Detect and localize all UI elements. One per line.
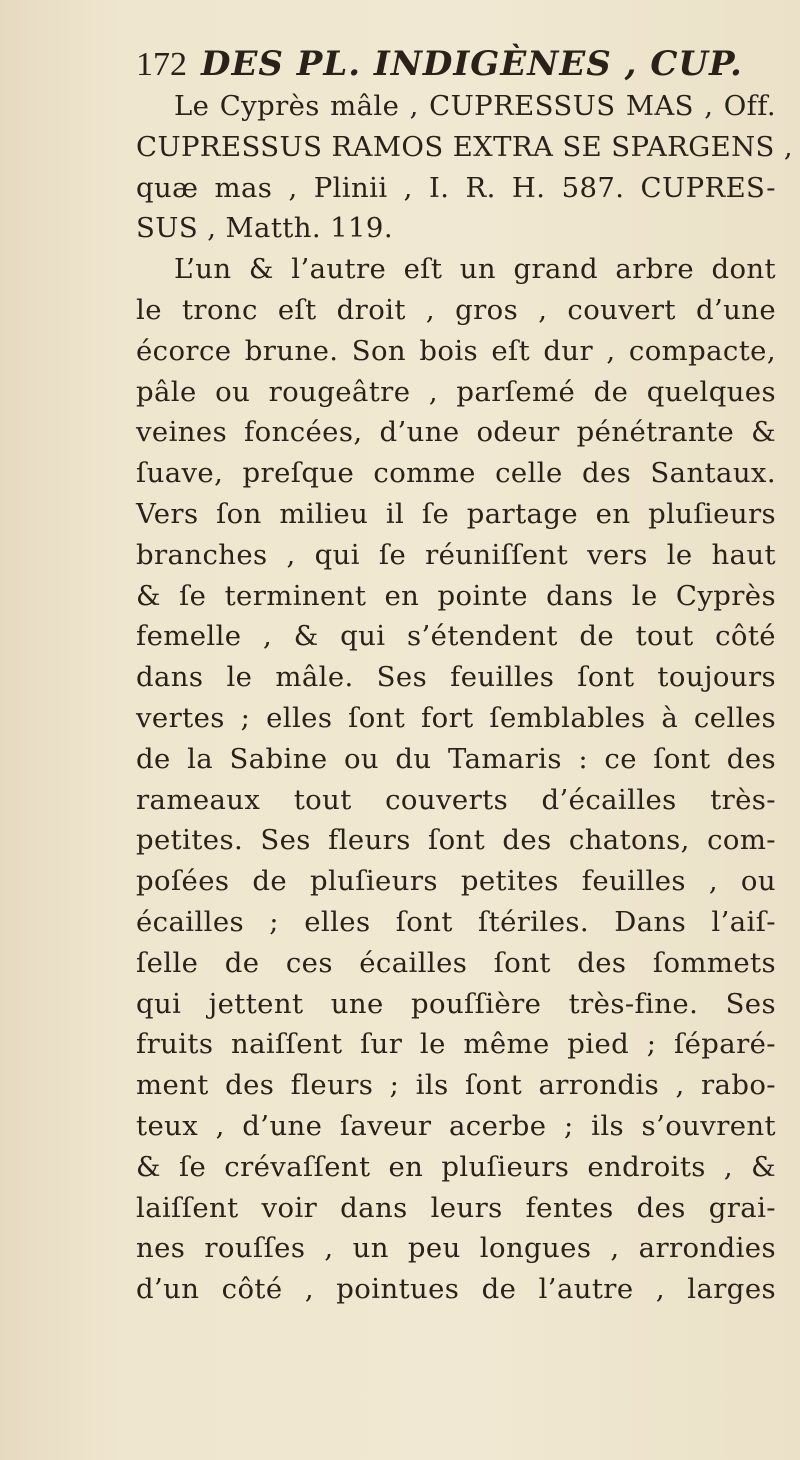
text-line: rameaux tout couverts d’écailles très-	[136, 783, 776, 816]
text-line: femelle , & qui s’étendent de tout côté	[136, 620, 776, 653]
text-line: branches , qui ſe réuniſſent vers le haut	[136, 538, 776, 571]
text-line: poſées de pluſieurs petites feuilles , ou	[136, 865, 776, 898]
text-line: ſuave, preſque comme celle des Santaux.	[136, 457, 776, 490]
text-line: laiſſent voir dans leurs fentes des grai-	[136, 1191, 776, 1224]
text-line: fruits naiſſent ſur le même pied ; ſéparé-	[136, 1028, 776, 1061]
text-line: CUPRESSUS RAMOS EXTRA SE SPARGENS ,	[136, 130, 794, 163]
text-line: pâle ou rougeâtre , parſemé de quelques	[136, 375, 776, 408]
text-line: petites. Ses fleurs ſont des chatons, com-	[136, 824, 776, 857]
text-line: Le Cyprès mâle , CUPRESSUS MAS , Off.	[174, 90, 776, 122]
text-line: quæ mas , Plinii , I. R. H. 587. CUPRES-	[136, 171, 776, 204]
text-line: ſelle de ces écailles ſont des ſommets	[136, 946, 776, 979]
text-line: veines foncées, d’une odeur pénétrante &	[136, 416, 776, 449]
text-line: écailles ; elles ſont ſtériles. Dans l’aiſ-	[136, 905, 776, 938]
page-number: 172	[136, 46, 187, 83]
body-text	[136, 86, 794, 1310]
running-title: DES PL. INDIGÈNES , CUP.	[201, 44, 743, 84]
text-line: qui jettent une pouſſière très-fine. Ses	[136, 987, 776, 1020]
running-head	[136, 44, 776, 85]
text-line: le tronc eſt droit , gros , couvert d’une	[136, 293, 776, 326]
text-line: Vers ſon milieu il ſe partage en pluſieurs	[136, 497, 776, 530]
text-line: teux , d’une ſaveur acerbe ; ils s’ouvrent	[136, 1109, 776, 1142]
text-line: ment des fleurs ; ils ſont arrondis , rabo-	[136, 1069, 776, 1102]
text-line: d’un côté , pointues de l’autre , larges	[136, 1273, 776, 1306]
text-line: & ſe crévaſſent en pluſieurs endroits , &	[136, 1150, 776, 1183]
text-line: L’un & l’autre eſt un grand arbre dont	[174, 253, 776, 286]
text-line: dans le mâle. Ses feuilles ſont toujours	[136, 661, 776, 694]
text-line: écorce brune. Son bois eſt dur , compacte,	[136, 334, 776, 367]
text-line: nes rouſſes , un peu longues , arrondies	[136, 1232, 776, 1265]
text-line: & ſe terminent en pointe dans le Cyprès	[136, 579, 776, 612]
text-line: SUS , Matth. 119.	[136, 212, 393, 245]
text-line: de la Sabine ou du Tamaris : ce ſont des	[136, 742, 776, 775]
text-line: vertes ; elles ſont fort ſemblables à celles	[136, 701, 776, 734]
